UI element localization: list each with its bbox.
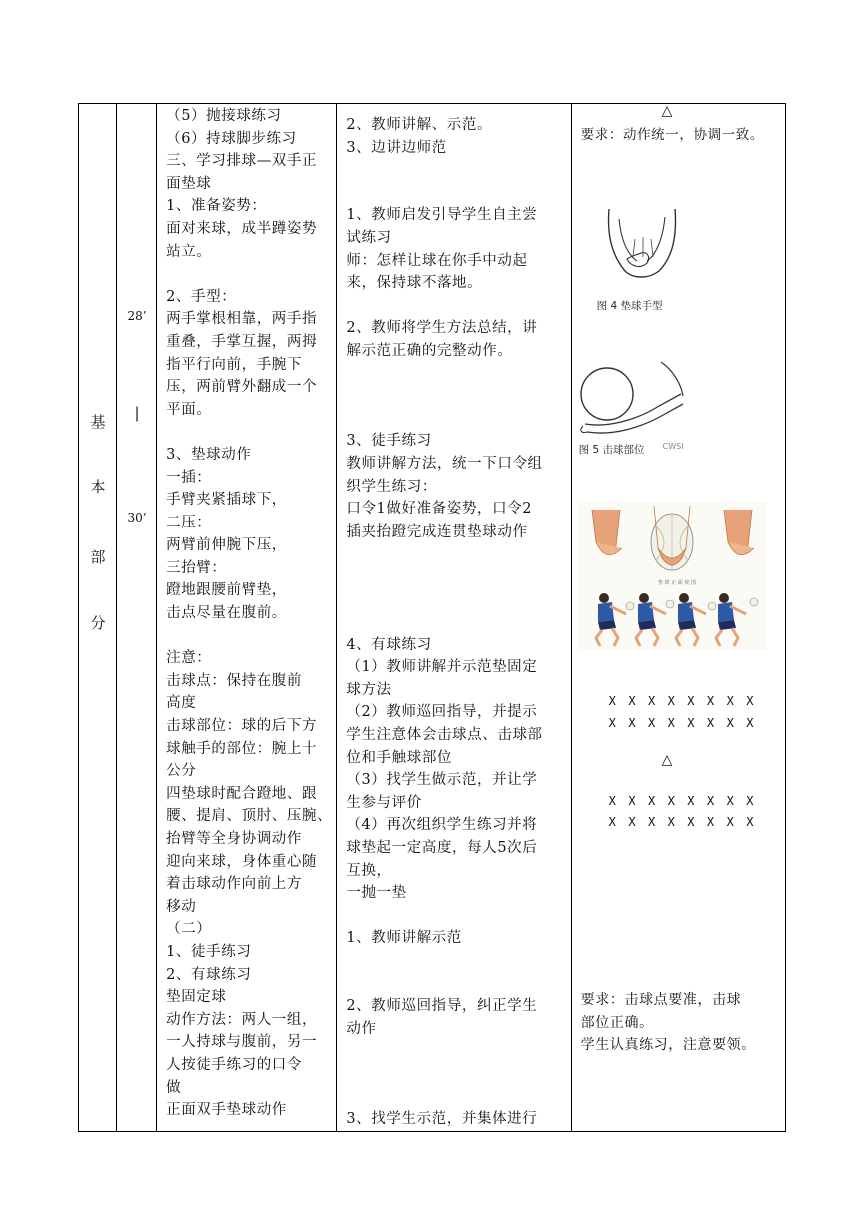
- blank-line: [346, 588, 566, 611]
- section-char: 部: [90, 548, 106, 566]
- player-figure: [596, 593, 626, 646]
- content-line: 一人持球与腹前，另一: [166, 1034, 318, 1051]
- lesson-plan-table: [78, 103, 786, 1132]
- blank-line: [346, 950, 566, 973]
- method-line: （2）教师巡回指导，并提示: [346, 704, 538, 721]
- blank-line: [346, 182, 566, 205]
- content-line: 蹬地跟腰前臂垫，: [166, 582, 287, 599]
- content-line: 公分: [166, 763, 197, 780]
- content-line: 迎向来球，身体重心随: [166, 853, 318, 870]
- method-line: 2、教师讲解、示范。: [346, 117, 493, 133]
- blank-line: [346, 543, 566, 566]
- blank-line: [346, 973, 566, 996]
- content-line: 2、手型：: [166, 288, 237, 305]
- content-line: 二压：: [166, 514, 212, 531]
- content-line: 三抬臂：: [166, 559, 227, 576]
- volleyball-icon: [750, 598, 758, 606]
- content-line: 三、学习排球—双手正: [166, 153, 318, 170]
- method-line: 解示范正确的完整动作。: [346, 342, 513, 359]
- content-line: （二）: [166, 921, 212, 938]
- figure-6-bump-sequence: [578, 502, 767, 650]
- method-line: 教师讲解方法，统一下口令组: [346, 455, 543, 472]
- requirement-2-line: 学生认真练习，注意要领。: [580, 1037, 756, 1054]
- section-label: [79, 104, 116, 1131]
- section-char: 基: [90, 413, 106, 431]
- method-line: 学生注意体会击球点、击球部: [346, 727, 543, 744]
- section-char: 分: [90, 614, 106, 632]
- organization-cell: [571, 104, 785, 1132]
- content-line: 1、准备姿势：: [166, 198, 267, 215]
- content-line: 重叠，手掌互握，两拇: [166, 333, 318, 350]
- method-line: 口令1做好准备姿势，口令2: [346, 501, 533, 518]
- blank-line: [346, 159, 566, 182]
- teacher-triangle: △: [661, 103, 673, 119]
- content-cell: [157, 104, 337, 1132]
- content-line: 腰、提肩、顶肘、压腕、: [166, 808, 333, 825]
- volleyball-icon: [666, 600, 674, 608]
- time-dash: |: [134, 404, 140, 422]
- method-line: 生参与评价: [346, 794, 422, 811]
- method-line: 4、有球练习: [346, 636, 432, 653]
- figure-5-caption: 图 5 击球部位: [578, 444, 645, 456]
- method-line: 师：怎样让球在你手中动起: [346, 252, 528, 269]
- content-line: 高度: [166, 695, 197, 712]
- content-line: 击点尽量在腹前。: [166, 605, 287, 622]
- method-line: 一抛一垫: [346, 885, 407, 902]
- blank-line: [346, 1040, 566, 1063]
- method-cell: [337, 104, 571, 1132]
- blank-line: [346, 385, 566, 408]
- figure-5-hit-position: [577, 354, 689, 460]
- formation-triangle: △: [661, 752, 673, 768]
- method-line: 试练习: [346, 229, 392, 246]
- content-line: 手臂夹紧插球下，: [166, 492, 287, 509]
- method-line: 3、徒手练习: [346, 433, 432, 450]
- hit-position-illustration: [577, 354, 689, 442]
- content-line: 2、有球练习: [166, 966, 252, 983]
- content-line: 动作方法：两人一组，: [166, 1011, 318, 1028]
- blank-line: [346, 1063, 566, 1086]
- section-cell: [79, 104, 117, 1132]
- section-char: 本: [90, 478, 106, 496]
- method-line: 插夹抬蹬完成连贯垫球动作: [346, 523, 528, 540]
- requirement-2: [581, 989, 756, 1057]
- formation-row: X X X X X X X X: [608, 716, 757, 730]
- content-line: 面垫球: [166, 175, 212, 192]
- method-line: 来，保持球不落地。: [346, 275, 483, 292]
- content-line: 垫固定球: [166, 989, 227, 1006]
- method-line: （3）找学生做示范，并让学: [346, 772, 538, 789]
- content-line: 四垫球时配合蹬地、跟: [166, 785, 318, 802]
- content-line: 击球部位：球的后下方: [166, 718, 318, 735]
- content-line: 指平行向前，手腕下: [166, 356, 302, 373]
- content-text: [166, 105, 332, 1122]
- method-line: 位和手触球部位: [346, 749, 453, 766]
- player-figure: [636, 593, 666, 646]
- content-line: 移动: [166, 898, 197, 915]
- blank-line: [346, 566, 566, 589]
- figure-4-caption: 图 4 垫球手型: [596, 300, 663, 312]
- blank-line: [166, 263, 332, 286]
- volleyball-icon: [708, 602, 716, 610]
- method-line: （4）再次组织学生练习并将: [346, 817, 538, 834]
- volleyball-icon: [626, 602, 634, 610]
- time-end: 30’: [127, 511, 147, 525]
- method-line: 3、边讲边师范: [346, 139, 447, 156]
- content-line: 正面双手垫球动作: [166, 1102, 287, 1119]
- blank-line: [166, 421, 332, 444]
- content-line: 两手掌根相靠，两手指: [166, 311, 318, 328]
- player-figure: [676, 593, 706, 646]
- content-line: 球触手的部位：腕上十: [166, 740, 318, 757]
- requirement-1: 要求：动作统一，协调一致。: [580, 127, 764, 143]
- content-line: 站立。: [166, 243, 212, 260]
- content-line: 做: [166, 1079, 182, 1096]
- method-line: 球垫起一定高度，每人5次后: [346, 840, 538, 856]
- content-line: 着击球动作向前上方: [166, 876, 302, 893]
- bump-sequence-illustration: [578, 502, 767, 650]
- time-cell: [117, 104, 157, 1132]
- formation-row: X X X X X X X X: [608, 815, 757, 829]
- blank-line: [346, 295, 566, 318]
- method-text: [346, 114, 566, 1131]
- content-line: 平面。: [166, 401, 212, 418]
- blank-line: [346, 905, 566, 928]
- content-line: （5）抛接球练习: [166, 108, 282, 124]
- method-line: 1、教师讲解示范: [346, 930, 462, 947]
- figure-5-mark: CWSI: [662, 442, 684, 451]
- player-figure: [716, 593, 746, 646]
- blank-line: [346, 1086, 566, 1109]
- blank-line: [346, 408, 566, 431]
- formation-row: X X X X X X X X: [608, 794, 757, 808]
- content-line: （6）持球脚步练习: [166, 130, 297, 147]
- content-line: 人按徒手练习的口令: [166, 1056, 302, 1073]
- method-line: 互换，: [346, 862, 392, 879]
- method-line: 织学生练习：: [346, 478, 437, 495]
- content-line: 一插：: [166, 469, 212, 486]
- content-line: 注意：: [166, 650, 212, 667]
- content-line: 3、垫球动作: [166, 446, 252, 463]
- content-line: 抬臂等全身协调动作: [166, 831, 302, 847]
- method-line: 2、教师巡回指导，纠正学生: [346, 998, 538, 1015]
- method-line: 2、教师将学生方法总结，讲: [346, 320, 538, 337]
- figure-6-caption: 垫 球 正 面 视 图: [657, 580, 696, 586]
- blank-line: [346, 611, 566, 634]
- blank-line: [166, 625, 332, 648]
- requirement-2-line: 部位正确。: [580, 1014, 654, 1031]
- content-line: 击球点：保持在腹前: [166, 672, 302, 689]
- content-line: 压，两前臂外翻成一个: [166, 379, 318, 396]
- requirement-2-line: 要求：击球点要准，击球: [580, 992, 742, 1008]
- figure-4-hand-shape: [597, 199, 687, 313]
- formation-row: X X X X X X X X: [608, 694, 757, 708]
- content-line: 两臂前伸腕下压，: [166, 537, 287, 554]
- method-line: 动作: [346, 1020, 377, 1037]
- content-line: 1、徒手练习: [166, 943, 252, 960]
- time-start: 28’: [127, 309, 147, 323]
- content-line: 面对来球，成半蹲姿势: [166, 220, 318, 237]
- method-line: （1）教师讲解并示范垫固定: [346, 659, 538, 676]
- method-line: 球方法: [346, 681, 392, 698]
- method-line: 1、教师启发引导学生自主尝: [346, 207, 538, 224]
- method-line: 3、找学生示范，并集体进行: [346, 1111, 538, 1128]
- blank-line: [346, 363, 566, 386]
- hand-shape-illustration: [597, 199, 687, 299]
